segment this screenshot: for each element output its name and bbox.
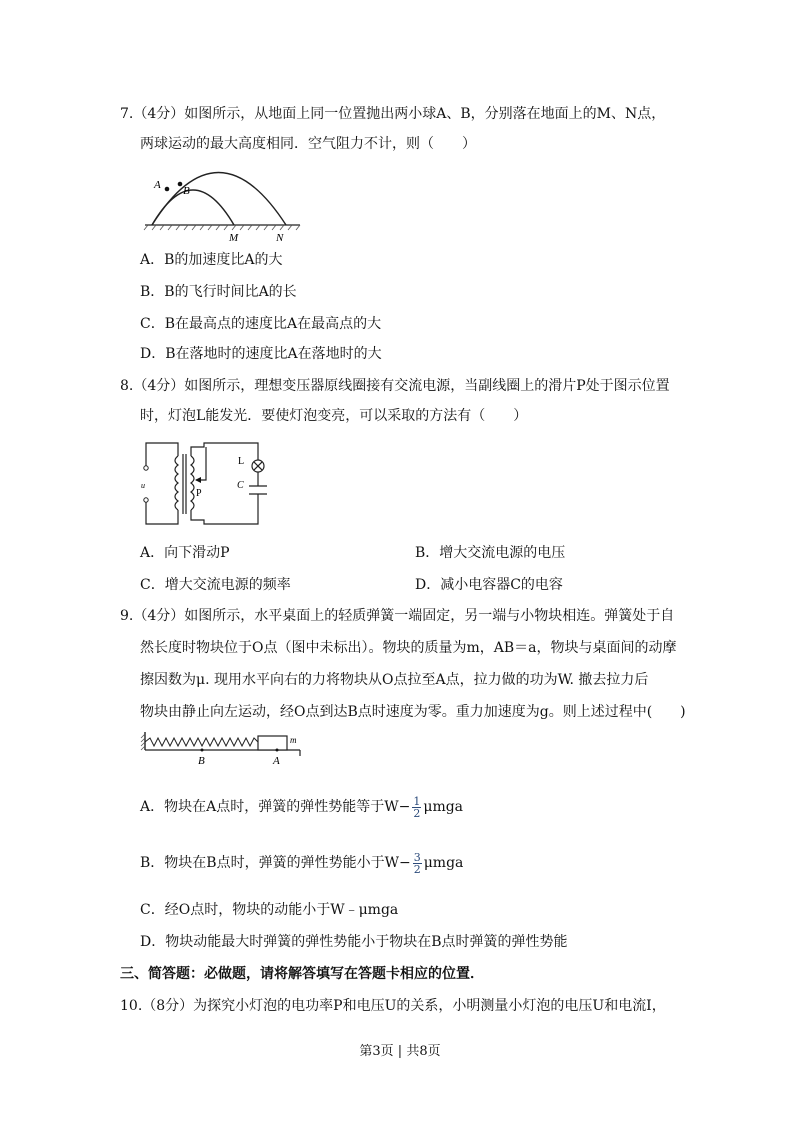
q9-stem-line2: 然长度时物块位于O点（图中未标出）。物块的质量为m，AB＝a，物块与桌面间的动摩 xyxy=(140,640,677,656)
fraction-one-half xyxy=(412,796,421,819)
label-p: P xyxy=(196,488,202,499)
label-u: u xyxy=(141,481,145,490)
slider-p-arrow xyxy=(195,477,201,483)
label-n: N xyxy=(276,232,284,244)
q9-option-b-text: B．物块在B点时，弹簧的弹性势能小于W− xyxy=(140,855,411,871)
q9-option-c: C．经O点时，物块的动能小于W﹣μmga xyxy=(140,902,399,918)
q7-option-b: B．B的飞行时间比A的长 xyxy=(140,284,297,300)
q7-projectile-figure xyxy=(140,160,310,245)
spring xyxy=(145,738,258,746)
fraction-denominator: 2 xyxy=(413,862,421,876)
q9-spring-figure xyxy=(140,730,305,770)
page-footer: 第3页 | 共8页 xyxy=(359,1044,441,1059)
label-b: B xyxy=(198,755,205,767)
label-a: A xyxy=(154,179,161,191)
q9-stem-line3: 擦因数为μ. 现用水平向右的力将物块从O点拉至A点，拉力做的功为W. 撤去拉力后 xyxy=(140,672,649,688)
fraction-three-halves xyxy=(413,852,422,875)
q8-option-c: C．增大交流电源的频率 xyxy=(140,577,291,593)
ball-b xyxy=(178,182,183,187)
fraction-numerator: 3 xyxy=(413,850,421,864)
q9-option-a xyxy=(140,794,463,820)
label-c: C xyxy=(237,480,244,491)
q8-transformer-circuit xyxy=(138,438,273,530)
q7-option-c: C．B在最高点的速度比A在最高点的大 xyxy=(140,316,382,332)
q9-stem-line4: 物块由静止向左运动，经O点到达B点时速度为零。重力加速度为g。则上述过程中( ) xyxy=(140,704,686,720)
section-3-heading: 三、简答题：必做题，请将解答填写在答题卡相应的位置． xyxy=(120,966,484,982)
label-m: M xyxy=(229,232,239,244)
q8-option-d: D．减小电容器C的电容 xyxy=(415,577,563,593)
q8-option-b: B．增大交流电源的电压 xyxy=(415,545,566,561)
q7-option-d: D．B在落地时的速度比A在落地时的大 xyxy=(140,346,382,362)
q9-stem-line1: 9.（4分）如图所示，水平桌面上的轻质弹簧一端固定，另一端与小物块相连。弹簧处于自 xyxy=(120,608,675,624)
label-m: m xyxy=(290,735,297,745)
q8-stem-line2: 时，灯泡L能发光．要使灯泡变亮，可以采取的方法有（ ） xyxy=(140,408,528,424)
fraction-denominator: 2 xyxy=(413,806,421,820)
q8-stem-line1: 8.（4分）如图所示，理想变压器原线圈接有交流电源，当副线圈上的滑片P处于图示位置 xyxy=(120,378,670,394)
q10-stem-line1: 10.（8分）为探究小灯泡的电功率P和电压U的关系，小明测量小灯泡的电压U和电流I， xyxy=(120,998,666,1014)
ball-a xyxy=(165,187,170,192)
q7-stem-line2: 两球运动的最大高度相同．空气阻力不计，则（ ） xyxy=(140,136,476,152)
q9-option-b-suffix: μmga xyxy=(423,855,464,871)
q7-stem-line1: 7.（4分）如图所示，从地面上同一位置抛出两小球A、B，分别落在地面上的M、N点， xyxy=(120,106,666,122)
fraction-numerator: 1 xyxy=(413,794,421,808)
block xyxy=(258,736,287,750)
label-l: L xyxy=(238,456,245,467)
q8-option-a: A．向下滑动P xyxy=(140,545,230,561)
q9-option-b xyxy=(140,850,463,876)
q9-option-d: D．物块动能最大时弹簧的弹性势能小于物块在B点时弹簧的弹性势能 xyxy=(140,934,568,950)
label-b: B xyxy=(183,185,190,197)
q9-option-a-text: A．物块在A点时，弹簧的弹性势能等于W− xyxy=(140,799,411,815)
q7-option-a: A．B的加速度比A的大 xyxy=(140,252,283,268)
trajectory-b xyxy=(152,173,286,226)
q9-option-a-suffix: μmga xyxy=(423,799,464,815)
label-a: A xyxy=(273,755,280,767)
